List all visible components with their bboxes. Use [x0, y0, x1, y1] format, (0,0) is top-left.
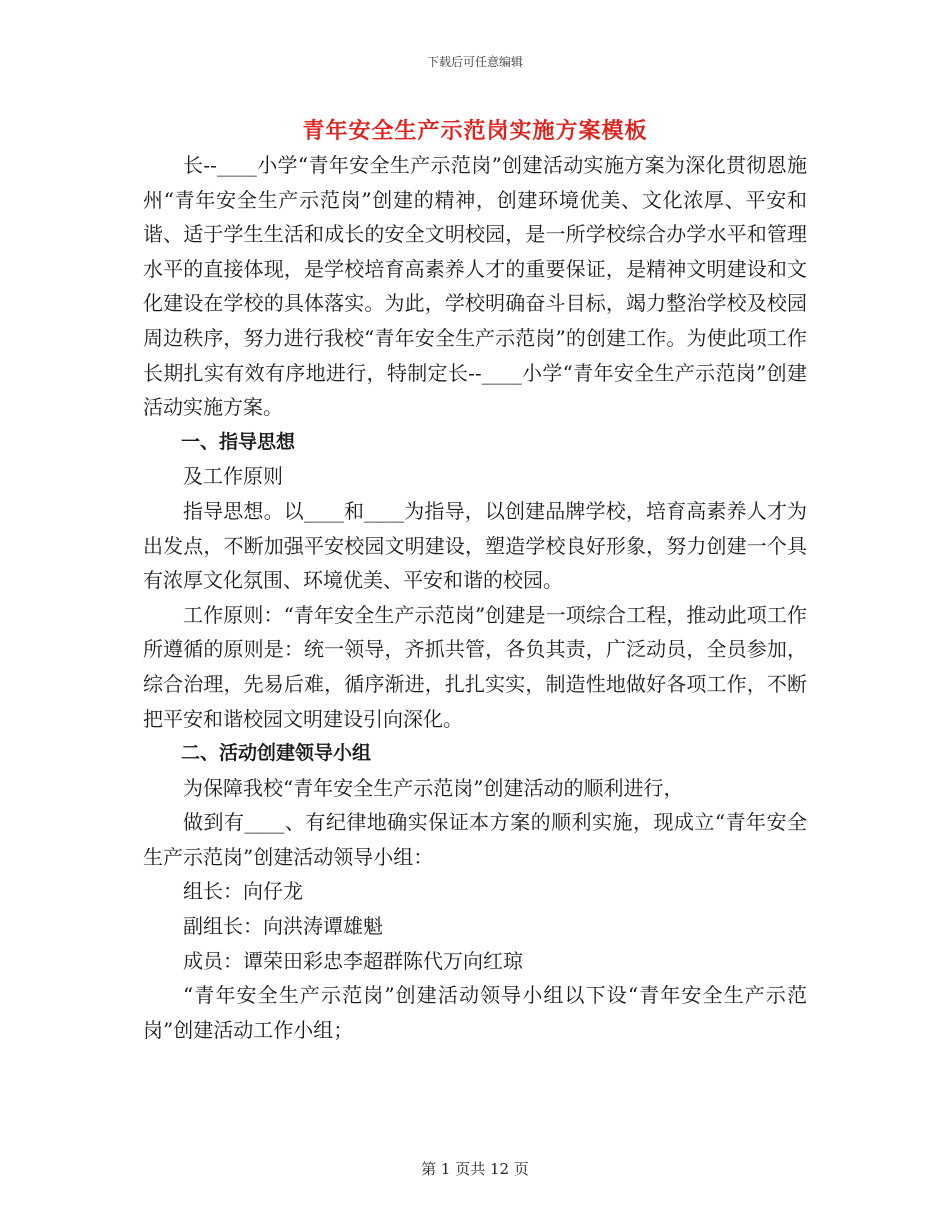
document-body — [143, 148, 807, 1047]
paragraph-guiding-thought: 指导思想。以____和____为指导，以创建品牌学校，培育高素养人才为出发点，不断加强平安校园文明建设，塑造学校良好形象，努力创建一个具有浓厚文化氛围、环境优美、平安和谐的校园。 — [143, 498, 807, 593]
document-title: 青年安全生产示范岗实施方案模板 — [302, 118, 648, 144]
paragraph-deputy-leader: 副组长：向洪涛谭雄魁 — [183, 914, 383, 939]
paragraph-leadership-establish: 做到有____、有纪律地确实保证本方案的顺利实施，现成立“青年安全生产示范岗”创建活动领导小组： — [143, 810, 807, 869]
page-footer: 第 1 页共 12 页 — [421, 1160, 529, 1178]
paragraph-group-leader: 组长：向仔龙 — [183, 879, 303, 904]
intro-paragraph: 长--____小学“青年安全生产示范岗”创建活动实施方案为深化贯彻恩施州“青年安全生产示范岗”创建的精神，创建环境优美、文化浓厚、平安和谐、适于学生生活和成长的安全文明校园，是一所学校综合办学水平和管理水平的直接体现，是学校培育高素养人才的重要保证，是精神文明建设和文化建设在学校的具体落实。为此，学校明确奋斗目标，竭力整治学校及校园周边秩序，努力进行我校“青年安全生产示范岗”的创建工作。为使此项工作长期扎实有效有序地进行，特制定长--____小学“青年安全生产示范岗”创建活动实施方案。 — [143, 153, 807, 420]
paragraph-leadership-intro: 为保障我校“青年安全生产示范岗”创建活动的顺利进行， — [183, 775, 684, 800]
paragraph-working-group: “青年安全生产示范岗”创建活动领导小组以下设“青年安全生产示范岗”创建活动工作小组； — [143, 983, 807, 1042]
paragraph-members: 成员：谭荣田彩忠李超群陈代万向红琼 — [183, 948, 523, 973]
section-heading-leadership-group: 二、活动创建领导小组 — [181, 742, 372, 765]
header-note: 下载后可任意编辑 — [426, 55, 523, 69]
section-heading-guiding-thought: 一、指导思想 — [181, 430, 296, 453]
paragraph-work-principles: 工作原则：“青年安全生产示范岗”创建是一项综合工程，推动此项工作所遵循的原则是：统一领导，齐抓共管，各负其责，广泛动员，全员参加，综合治理，先易后难，循序渐进，扎扎实实，制造性地做好各项工作，不断把平安和谐校园文明建设引向深化。 — [143, 602, 807, 731]
paragraph-work-principles-title: 及工作原则 — [183, 464, 283, 489]
